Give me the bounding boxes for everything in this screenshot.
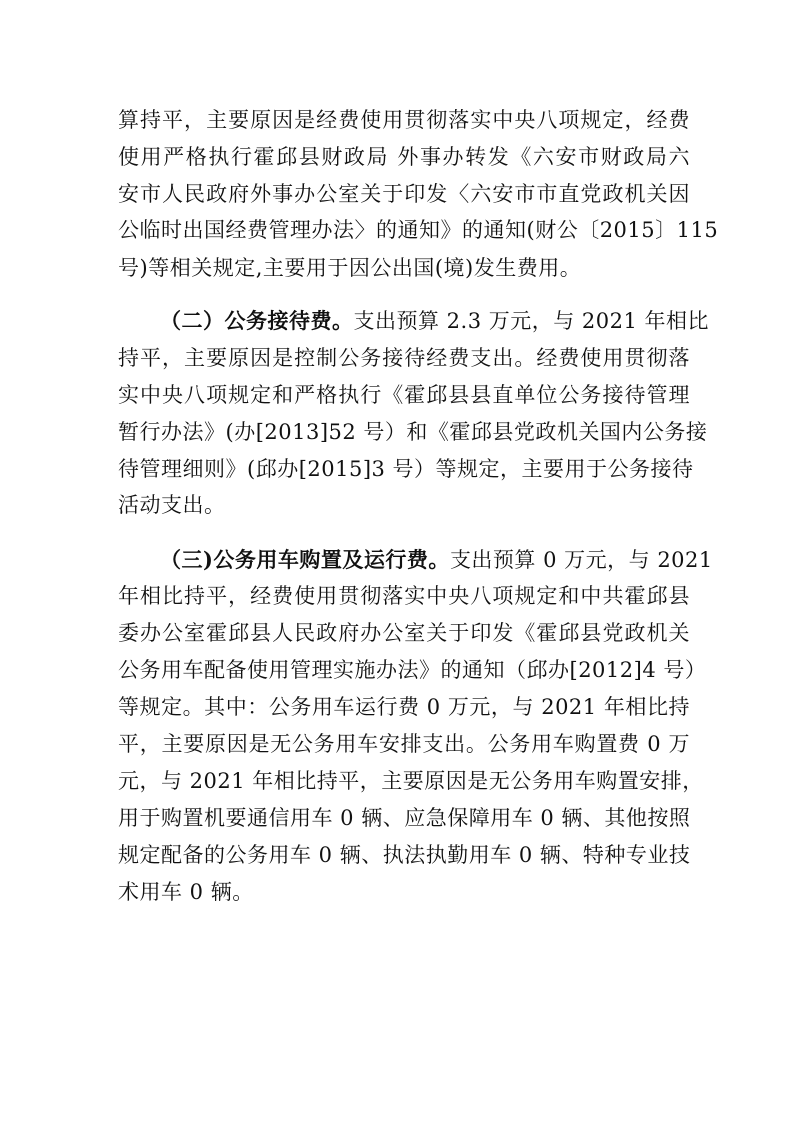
para3-line-1 (160, 543, 713, 577)
para2-line-4: 暂行办法》(办[2013]52 号）和《霍邱县党政机关国内公务接 (118, 420, 708, 444)
para2-line-1 (160, 304, 710, 338)
para3-heading: （三)公务用车购置及运行费。 (160, 547, 450, 572)
para1-line-4: 公临时出国经费管理办法〉的通知》的通知(财公〔2015〕115 (118, 218, 719, 242)
para2-first-line-rest: 支出预算 2.3 万元，与 2021 年相比 (353, 309, 710, 333)
para1-line-5: 号)等相关规定,主要用于因公出国(境)发生费用。 (118, 256, 582, 280)
para3-line-9: 规定配备的公务用车 0 辆、执法执勤用车 0 辆、特种专业技 (118, 843, 691, 867)
para3-line-4: 公务用车配备使用管理实施办法》的通知（邱办[2012]4 号） (118, 658, 707, 682)
para3-line-10: 术用车 0 辆。 (118, 880, 254, 904)
para2-line-5: 待管理细则》(邱办[2015]3 号）等规定，主要用于公务接待 (118, 457, 694, 481)
para3-line-6: 平，主要原因是无公务用车安排支出。公务用车购置费 0 万 (118, 732, 690, 756)
para1-line-3: 安市人民政府外事办公室关于印发〈六安市市直党政机关因 (118, 182, 690, 206)
para3-line-7: 元，与 2021 年相比持平，主要原因是无公务用车购置安排， (118, 769, 704, 793)
para2-line-6: 活动支出。 (118, 493, 226, 517)
para3-first-line-rest: 支出预算 0 万元，与 2021 (449, 548, 713, 572)
para3-line-3: 委办公室霍邱县人民政府办公室关于印发《霍邱县党政机关 (118, 621, 690, 645)
para2-heading: （二）公务接待费。 (160, 308, 354, 333)
para1-line-1: 算持平，主要原因是经费使用贯彻落实中央八项规定，经费 (118, 108, 690, 132)
para2-line-2: 持平，主要原因是控制公务接待经费支出。经费使用贯彻落 (118, 346, 690, 370)
para1-line-2: 使用严格执行霍邱县财政局 外事办转发《六安市财政局六 (118, 145, 690, 169)
para3-line-5: 等规定。其中：公务用车运行费 0 万元，与 2021 年相比持 (118, 695, 690, 719)
para3-line-2: 年相比持平，经费使用贯彻落实中央八项规定和中共霍邱县 (118, 584, 690, 608)
para2-line-3: 实中央八项规定和严格执行《霍邱县县直单位公务接待管理 (118, 383, 690, 407)
para3-line-8: 用于购置机要通信用车 0 辆、应急保障用车 0 辆、其他按照 (118, 806, 691, 830)
